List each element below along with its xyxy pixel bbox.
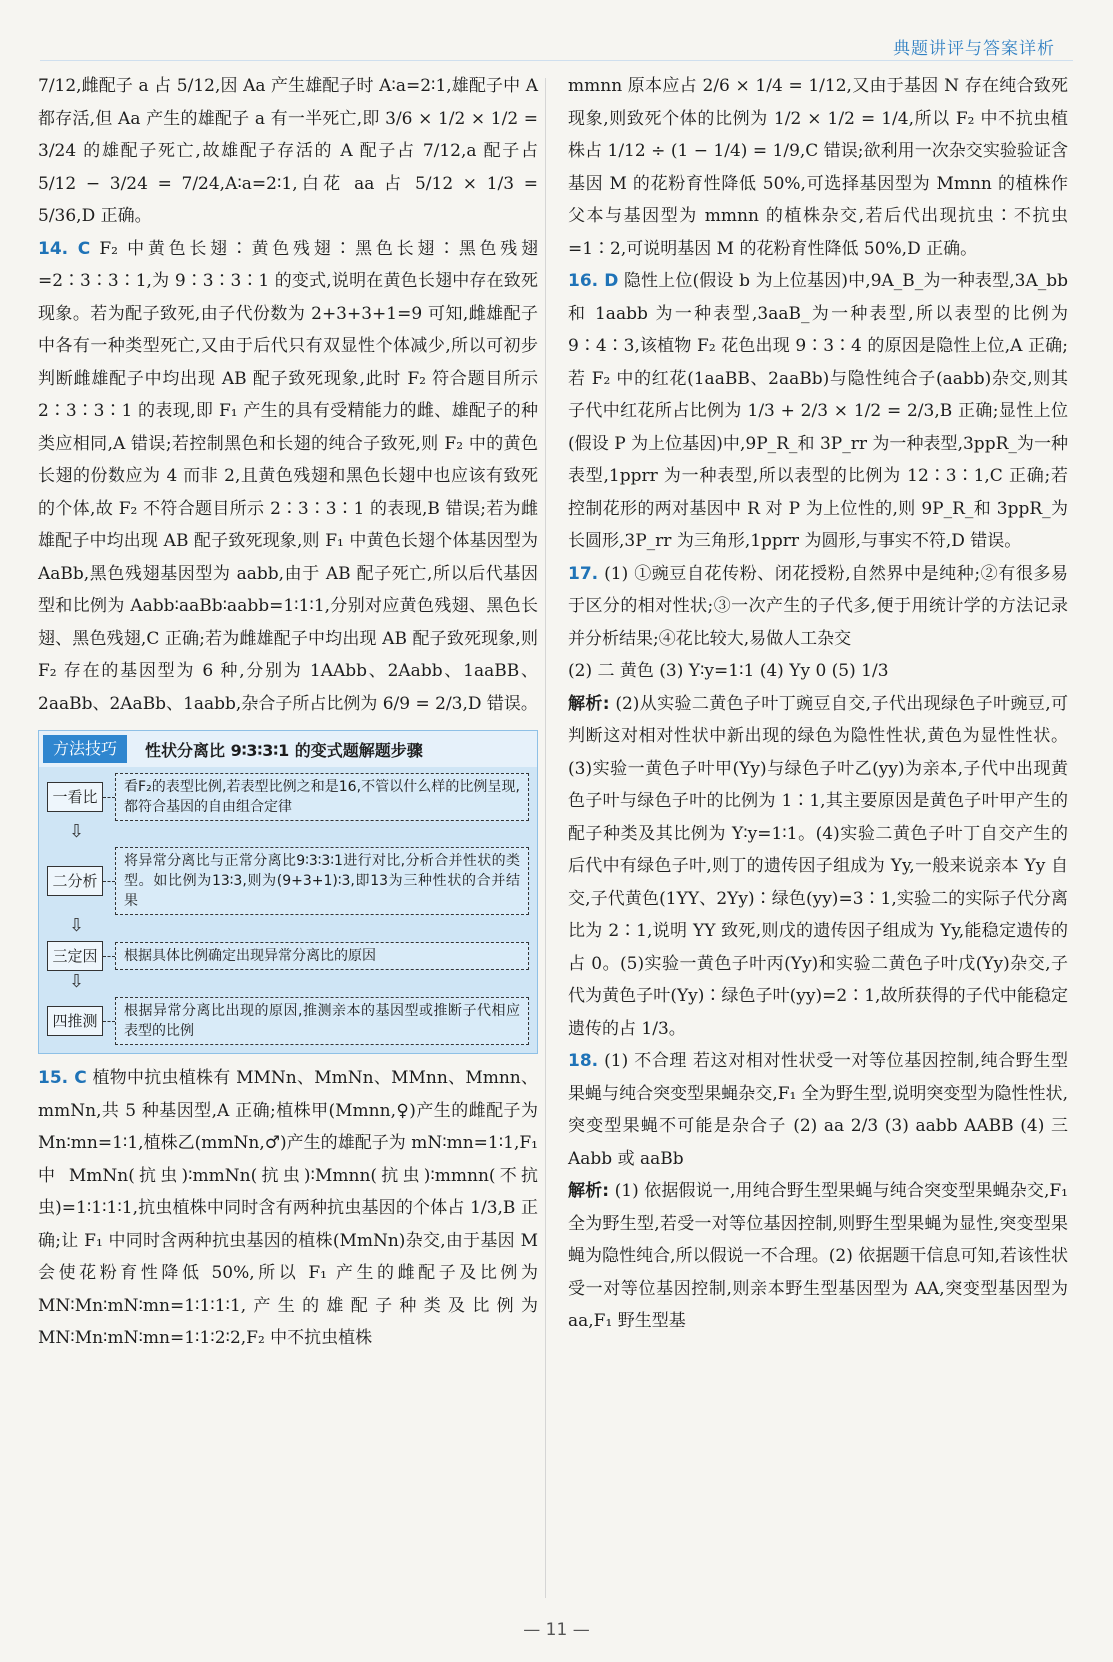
- tip-step: [47, 941, 529, 971]
- q14-text: F₂ 中黄色长翅∶黄色残翅∶黑色长翅∶黑色残翅=2∶3∶3∶1,为 9∶3∶3∶1 的变式,说明在黄色长翅中存在致死现象。若为配子致死,由子代份数为 2+3+3+1=9 可知,雌雄配子中各有一种类型死亡,又由于后代只有双显性个体减少,所以可初步判断雌雄配子中均出现 AB 配子致死现象,此时 F₂ 符合题目所示 2∶3∶3∶1 的表现,即 F₁ 产生的具有受精能力的雌、雄配子的种类应相同,A 错误;若控制黑色和长翅的纯合子致死,则 F₂ 中的黄色长翅的份数应为 4 而非 2,且黄色残翅和黑色长翅中也应该有致死的个体,故 F₂ 不符合题目所示 2∶3∶3∶1 的表现,B 错误;若为雌雄配子中均出现 AB 配子致死现象,则 F₁ 中黄色长翅个体基因型为 AaBb,黑色残翅基因型为 aabb,由于 AB 配子死亡,所以后代基因型和比例为 Aabb∶aaBb∶aabb=1∶1∶1,分别对应黄色残翅、黑色长翅、黑色残翅,C 正确;若为雌雄配子中均出现 AB 配子致死现象,则 F₂ 存在的基因型为 6 种,分别为 1AAbb、2Aabb、1aaBB、2aaBb、2AaBb、1aabb,杂合子所占比例为 6/9 = 2/3,D 错误。: [38, 238, 539, 714]
- step-text: 根据具体比例确定出现异常分离比的原因: [115, 942, 529, 970]
- right-column: [568, 70, 1068, 1338]
- page-number: — 11 —: [523, 1620, 590, 1640]
- q17-explanation-text: (2)从实验二黄色子叶丁豌豆自交,子代出现绿色子叶豌豆,可判断这对相对性状中新出现的绿色为隐性性状,黄色为显性性状。(3)实验一黄色子叶甲(Yy)与绿色子叶乙(yy)为亲本,子代中出现黄色子叶与绿色子叶的比例为 1∶1,其主要原因是黄色子叶甲产生的配子种类及其比例为 Y∶y=1∶1。(4)实验二黄色子叶丁自交产生的后代中有绿色子叶,则丁的遗传因子组成为 Yy,一般来说亲本 Yy 自交,子代黄色(1YY、2Yy)∶绿色(yy)=3∶1,实验二的实际子代分离比为 2∶1,说明 YY 致死,则戊的遗传因子组成为 Yy,能稳定遗传的占 0。(5)实验一黄色子叶丙(Yy)和实验二黄色子叶戊(Yy)杂交,子代为黄色子叶(Yy)∶绿色子叶(yy)=2∶1,故所获得的子代中能稳定遗传的占 1/3。: [568, 693, 1068, 1039]
- explanation-label: 解析:: [568, 693, 610, 714]
- down-arrow-icon: ⇩: [69, 971, 85, 992]
- step-label: 三定因: [47, 941, 103, 971]
- q14-number: 14. C: [38, 238, 91, 259]
- tip-tag: 方法技巧: [43, 735, 127, 763]
- down-arrow-icon: ⇩: [69, 915, 85, 936]
- step-label: 一看比: [47, 782, 103, 812]
- q16-number: 16. D: [568, 271, 619, 291]
- page-header: 典题讲评与答案详析: [893, 39, 1055, 59]
- q14-answer: [38, 233, 538, 721]
- q13-continuation: 7/12,雌配子 a 占 5/12,因 Aa 产生雄配子时 A∶a=2∶1,雄配子中 A 都存活,但 Aa 产生的雄配子 a 有一半死亡,即 3/6 × 1/2 × 1/2 = 3/24 的雄配子死亡,故雄配子存活的 A 配子占 7/12,a 配子占 5/12 − 3/24 = 7/24,A∶a=2∶1,白花 aa 占 5/12 × 1/3 = 5/36,D 正确。: [38, 76, 538, 226]
- explanation-label: 解析:: [568, 1181, 610, 1201]
- step-connector: [103, 797, 115, 798]
- q15-continuation: mmnn 原本应占 2/6 × 1/4 = 1/12,又由于基因 N 存在纯合致死现象,则致死个体的比例为 1/2 × 1/2 = 1/4,所以 F₂ 中不抗虫植株占 1/12 ÷ (1 − 1/4) = 1/9,C 错误;欲利用一次杂交实验验证含基因 M 的花粉育性降低 50%,可选择基因型为 Mmnn 的植株作父本与基因型为 mmnn 的植株杂交,若后代出现抗虫∶不抗虫=1∶2,可说明基因 M 的花粉育性降低 50%,D 正确。: [568, 76, 1068, 259]
- step-connector: [103, 881, 115, 882]
- q17-answer: [568, 558, 1068, 656]
- q15-number: 15. C: [38, 1068, 87, 1088]
- method-tip-box: [38, 730, 538, 1054]
- q16-text: 隐性上位(假设 b 为上位基因)中,9A_B_为一种表型,3A_bb 和 1aabb 为一种表型,3aaB_为一种表型,所以表型的比例为 9∶4∶3,该植物 F₂ 花色出现 9∶3∶4 的原因是隐性上位,A 正确;若 F₂ 中的红花(1aaBB、2aaBb)与隐性纯合子(aabb)杂交,则其子代中红花所占比例为 1/3 + 2/3 × 1/2 = 2/3,B 正确;显性上位(假设 P 为上位基因)中,9P_R_和 3P_rr 为一种表型,3ppR_为一种表型,1pprr 为一种表型,所以表型的比例为 12∶3∶1,C 正确;若控制花形的两对基因中 R 对 P 为上位性的,则 9P_R_和 3ppR_为长圆形,3P_rr 为三角形,1pprr 为圆形,与事实不符,D 错误。: [568, 271, 1068, 551]
- q17-explanation: [568, 688, 1068, 1046]
- tip-step: [47, 773, 529, 821]
- q17-text: (1) ①豌豆自花传粉、闭花授粉,自然界中是纯种;②有很多易于区分的相对性状;③一次产生的子代多,便于用统计学的方法记录并分析结果;④花比较大,易做人工杂交: [568, 563, 1068, 649]
- tip-step: [47, 847, 529, 915]
- q16-answer: [568, 265, 1068, 558]
- q18-text: (1) 不合理 若这对相对性状受一对等位基因控制,纯合野生型果蝇与纯合突变型果蝇杂交,F₁ 全为野生型,说明突变型为隐性性状,突变型果蝇不可能是杂合子 (2) aa 2/3 (3) aabb AABB (4) 三 Aabb 或 aaBb: [568, 1051, 1069, 1169]
- step-label: 四推测: [47, 1006, 103, 1036]
- q18-number: 18.: [568, 1051, 599, 1071]
- q17-short-answers: (2) 二 黄色 (3) Y∶y=1∶1 (4) Yy 0 (5) 1/3: [568, 661, 889, 681]
- tip-step: [47, 997, 529, 1045]
- step-connector: [103, 956, 115, 957]
- q15-text: 植物中抗虫植株有 MMNn、MmNn、MMnn、Mmnn、mmNn,共 5 种基因型,A 正确;植株甲(Mmnn,♀)产生的雌配子为 Mn∶mn=1∶1,植株乙(mmNn,♂)产生的雄配子为 mN∶mn=1∶1,F₁ 中 MmNn(抗虫)∶mmNn(抗虫)∶Mmnn(抗虫)∶mmnn(不抗虫)=1∶1∶1∶1,抗虫植株中同时含有两种抗虫基因的个体占 1/3,B 正确;让 F₁ 中同时含两种抗虫基因的植株(MmNn)杂交,由于基因 M 会使花粉育性降低 50%,所以 F₁ 产生的雌配子及比例为 MN∶Mn∶mN∶mn=1∶1∶1∶1,产生的雄配子种类及比例为 MN∶Mn∶mN∶mn=1∶1∶2∶2,F₂ 中不抗虫植株: [38, 1068, 539, 1348]
- column-divider: [545, 78, 546, 1598]
- header-rule: [40, 60, 1073, 61]
- tip-header: [39, 731, 537, 767]
- step-text: 根据异常分离比出现的原因,推测亲本的基因型或推断子代相应表型的比例: [115, 997, 529, 1045]
- q18-explanation: [568, 1175, 1068, 1338]
- left-column: [38, 70, 538, 1355]
- down-arrow-icon: ⇩: [69, 821, 85, 842]
- q18-explanation-text: (1) 依据假说一,用纯合野生型果蝇与纯合突变型果蝇杂交,F₁ 全为野生型,若受一对等位基因控制,则野生型果蝇为显性,突变型果蝇为隐性纯合,所以假说一不合理。(2) 依据题干信息可知,若该性状受一对等位基因控制,则亲本野生型基因型为 AA,突变型基因型为 aa,F₁ 野生型基: [568, 1181, 1068, 1331]
- q17-number: 17.: [568, 563, 599, 584]
- step-connector: [103, 1021, 115, 1022]
- step-text: 看F₂的表型比例,若表型比例之和是16,不管以什么样的比例呈现,都符合基因的自由组合定律: [115, 773, 529, 821]
- q15-answer: [38, 1062, 538, 1355]
- step-label: 二分析: [47, 866, 103, 896]
- tip-title: 性状分离比 9∶3∶3∶1 的变式题解题步骤: [145, 740, 423, 760]
- q18-answer: [568, 1045, 1068, 1175]
- step-text: 将异常分离比与正常分离比9∶3∶3∶1进行对比,分析合并性状的类型。如比例为13∶3,则为(9+3+1)∶3,即13为三种性状的合并结果: [115, 847, 529, 915]
